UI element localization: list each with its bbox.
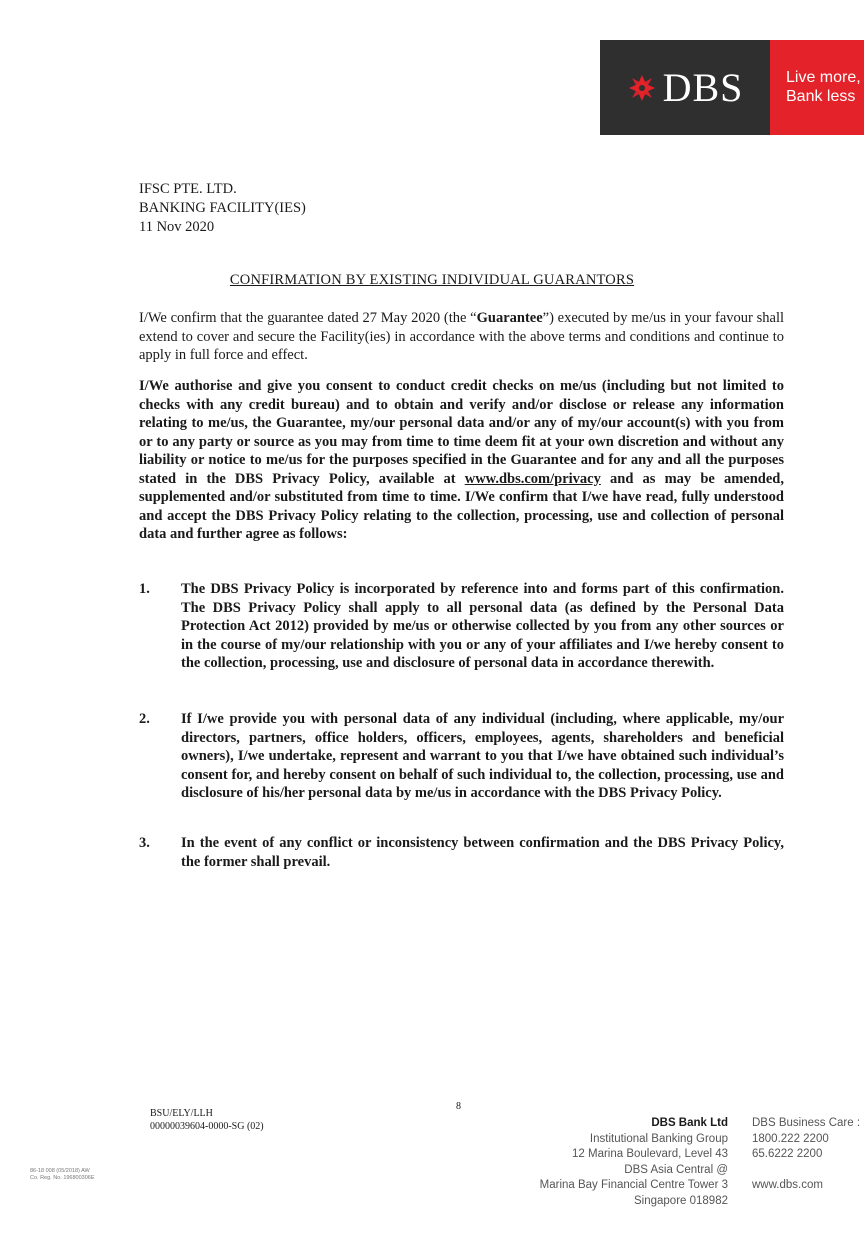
- guarantee-term: Guarantee: [476, 310, 543, 326]
- p2-text-start: I/We authorise and give you consent to conduct credit checks on me/us (including but not limited to checks with any credit bureau) and to obtain and verify and/or disclose or release any information relating to me/us, the Guarantee, my/our personal data and/or any of my/our account(s) with you from or to any party or source as you may from time to time deem fit at your own discretion and without any liability or notice to me/us for the purposes specified in the Guarantee and for any and all the purposes stated in the DBS Privacy Policy, available at: [139, 378, 784, 487]
- dbs-star-icon: [627, 73, 657, 103]
- list-item: [139, 834, 784, 871]
- logo-text: DBS: [662, 64, 744, 110]
- item-number: 2.: [139, 711, 150, 727]
- form-code: 86-18 008 (05/2018) AW: [30, 1168, 90, 1174]
- item-text: In the event of any conflict or inconsistency between confirmation and the DBS Privacy Policy, the former shall prevail.: [181, 835, 784, 870]
- form-registration-note: [30, 1168, 95, 1182]
- footer-reference: [150, 1107, 264, 1133]
- list-item: [139, 580, 784, 673]
- item-text: The DBS Privacy Policy is incorporated by reference into and forms part of this confirmation. The DBS Privacy Policy shall apply to all personal data (as defined by the Personal Data Protection Act 2012) provided by me/us or otherwise collected by you from any other sources or in the course of my/our relationship with you or any of your affiliates and I/we hereby consent to the collection, processing, use and disclosure of personal data in accordance therewith.: [181, 581, 784, 671]
- facility-name: BANKING FACILITY(IES): [139, 200, 306, 216]
- reference-code: BSU/ELY/LLH: [150, 1108, 213, 1119]
- address-line: Singapore 018982: [634, 1194, 728, 1207]
- letter-date: 11 Nov 2020: [139, 219, 215, 235]
- website-link[interactable]: www.dbs.com: [752, 1178, 823, 1191]
- p1-text-end: ”) executed by me/us in your favour shall extend to cover and secure the Facility(ies) in accordance with the above terms and conditions and continue to apply in full force and effect.: [139, 310, 784, 363]
- consent-paragraph: [139, 377, 784, 544]
- item-number: 3.: [139, 835, 150, 851]
- confirmation-paragraph: [139, 309, 784, 365]
- address-line: DBS Asia Central @: [624, 1163, 728, 1176]
- tagline-line1: Live more,: [786, 69, 861, 86]
- logo-dark-panel: [600, 40, 770, 135]
- address-line: Marina Bay Financial Centre Tower 3: [539, 1179, 728, 1191]
- contact-info: [752, 1116, 864, 1193]
- tagline-line2: Bank less: [786, 88, 856, 105]
- p1-text-start: I/We confirm that the guarantee dated 27 May 2020 (the “: [139, 310, 477, 326]
- bank-address: [540, 1116, 728, 1209]
- phone-number: 65.6222 2200: [752, 1148, 823, 1160]
- document-number: 00000039604-0000-SG (02): [150, 1121, 264, 1132]
- bank-name: DBS Bank Ltd: [651, 1117, 728, 1129]
- registration-number: Co. Reg. No. 196800306E: [30, 1175, 95, 1181]
- dbs-logo-banner: [600, 40, 864, 135]
- list-item: [139, 710, 784, 803]
- phone-number: 1800.222 2200: [752, 1132, 829, 1145]
- company-name: IFSC PTE. LTD.: [139, 181, 237, 197]
- p2-text-end: and as may be amended, supplemented and/or substituted from time to time. I/We confirm that I/we have read, fully understood and accept the DBS Privacy Policy relating to the collection, processing, use and collection of personal data and further agree as follows:: [139, 470, 784, 542]
- privacy-policy-link[interactable]: www.dbs.com/privacy: [464, 470, 601, 487]
- business-care-label: DBS Business Care :: [752, 1117, 861, 1129]
- item-text: If I/we provide you with personal data of any individual (including, where applicable, my/our directors, partners, office holders, officers, employees, agents, shareholders and beneficial owners), I/we undertake, represent and warrant to you that I/we have obtained such individual’s consent for, and hereby consent on behalf of such individual to, the collection, processing, use and disclosure of his/her personal data by me/us in accordance with the DBS Privacy Policy.: [181, 711, 784, 801]
- page-number: 8: [456, 1101, 461, 1112]
- tagline-panel: [770, 40, 864, 135]
- address-block: [139, 180, 306, 237]
- address-line: Institutional Banking Group: [589, 1132, 728, 1145]
- document-title: CONFIRMATION BY EXISTING INDIVIDUAL GUARANTORS: [229, 272, 635, 288]
- address-line: 12 Marina Boulevard, Level 43: [572, 1148, 728, 1160]
- item-number: 1.: [139, 581, 150, 597]
